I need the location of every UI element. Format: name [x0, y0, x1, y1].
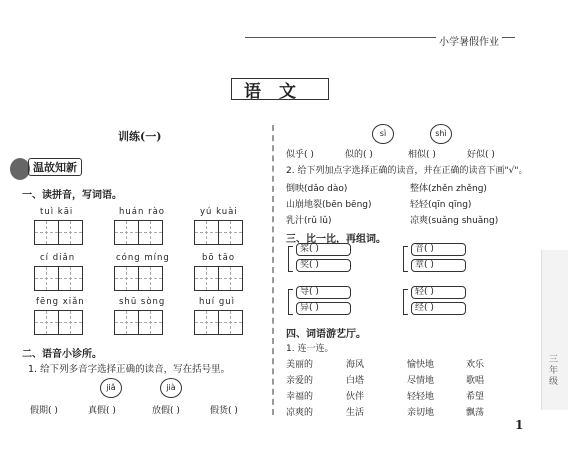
section2-q1: 1. 给下列多音字选择正确的读音，写在括号里。	[28, 364, 231, 375]
pinyin-3: yú kuài	[200, 207, 238, 217]
section1-title: 一、读拼音，写词语。	[22, 190, 122, 201]
pinyin-5: cóng míng	[116, 253, 170, 263]
pinyin-1: tuì kāi	[40, 207, 74, 217]
match-item[interactable]: 白塔	[346, 376, 365, 386]
match-item[interactable]: 美丽的	[286, 360, 314, 370]
page-number: 1	[515, 418, 524, 432]
writing-grid[interactable]	[34, 266, 82, 291]
section4-title: 四、词语游艺厅。	[286, 329, 366, 340]
choice-item[interactable]: 凉爽(suǎng shuǎng)	[410, 216, 499, 226]
compare-item[interactable]: 导( )	[296, 286, 351, 299]
answer-item[interactable]: 放假( )	[152, 406, 180, 416]
answer-item[interactable]: 似乎( )	[286, 150, 314, 160]
writing-grid[interactable]	[114, 220, 162, 245]
series-label: 小学暑假作业	[436, 33, 502, 48]
review-badge: 温故知新	[28, 158, 82, 176]
match-item[interactable]: 海风	[346, 360, 365, 370]
choice-item[interactable]: 轻轻(qīn qīng)	[410, 200, 472, 210]
writing-grid[interactable]	[194, 310, 242, 335]
apple-icon: shì	[430, 124, 452, 144]
apple-icon: jià	[160, 378, 182, 398]
match-item[interactable]: 尽情地	[407, 376, 435, 386]
apple-icon: jiǎ	[100, 378, 122, 398]
compare-item[interactable]: 奖( )	[296, 259, 351, 272]
match-item[interactable]: 飘荡	[466, 408, 485, 418]
page-title: 语文	[244, 82, 314, 102]
compare-item[interactable]: 桨( )	[296, 243, 351, 256]
compare-item[interactable]: 轻( )	[411, 286, 466, 299]
choice-item[interactable]: 倒映(dǎo dào)	[286, 184, 348, 194]
writing-grid[interactable]	[194, 266, 242, 291]
match-item[interactable]: 欢乐	[466, 360, 485, 370]
choice-item[interactable]: 山崩地裂(bēn bēng)	[286, 200, 372, 210]
match-item[interactable]: 希望	[466, 392, 485, 402]
pinyin-6: bō tāo	[202, 253, 236, 263]
match-item[interactable]: 幸福的	[286, 392, 314, 402]
pinyin-7: fēng xiǎn	[36, 297, 85, 307]
writing-grid[interactable]	[114, 310, 162, 335]
answer-item[interactable]: 假货( )	[210, 406, 238, 416]
pinyin-4: cí diǎn	[40, 253, 76, 263]
match-item[interactable]: 轻轻地	[407, 392, 435, 402]
compare-item[interactable]: 经( )	[411, 302, 466, 315]
bracket	[288, 246, 293, 272]
mascot-icon	[10, 158, 30, 180]
match-item[interactable]: 生活	[346, 408, 365, 418]
match-item[interactable]: 凉爽的	[286, 408, 314, 418]
compare-item[interactable]: 异( )	[296, 302, 351, 315]
match-item[interactable]: 亲爱的	[286, 376, 314, 386]
compare-item[interactable]: 章( )	[411, 259, 466, 272]
pinyin-2: huán rào	[119, 207, 165, 217]
section3-title: 三、比一比，再组词。	[286, 234, 386, 245]
pinyin-9: huí guì	[199, 297, 235, 307]
lesson-title: 训练(一)	[118, 130, 162, 143]
writing-grid[interactable]	[34, 310, 82, 335]
answer-item[interactable]: 假期( )	[30, 406, 58, 416]
match-item[interactable]: 愉快地	[407, 360, 435, 370]
bracket	[403, 246, 408, 272]
compare-item[interactable]: 音( )	[411, 243, 466, 256]
section2-title: 二、语音小诊所。	[22, 349, 102, 360]
bracket	[403, 289, 408, 315]
section4-q1: 1. 连一连。	[286, 344, 334, 354]
match-item[interactable]: 亲切地	[407, 408, 435, 418]
writing-grid[interactable]	[114, 266, 162, 291]
answer-item[interactable]: 似的( )	[345, 150, 373, 160]
match-item[interactable]: 歌唱	[466, 376, 485, 386]
answer-item[interactable]: 真假( )	[88, 406, 116, 416]
column-divider	[272, 125, 274, 415]
choice-item[interactable]: 乳汁(rǔ lǔ)	[286, 216, 332, 226]
writing-grid[interactable]	[34, 220, 82, 245]
pinyin-8: shū sòng	[119, 297, 166, 307]
apple-icon: sì	[372, 124, 394, 144]
bracket	[288, 289, 293, 315]
choice-item[interactable]: 整体(zhěn zhěng)	[410, 184, 487, 194]
writing-grid[interactable]	[194, 220, 242, 245]
grade-label: 三年级	[549, 355, 559, 387]
match-item[interactable]: 伙伴	[346, 392, 365, 402]
answer-item[interactable]: 相似( )	[408, 150, 436, 160]
answer-item[interactable]: 好似( )	[467, 150, 495, 160]
question2: 2. 给下列加点字选择正确的读音，并在正确的读音下画"√"。	[286, 166, 528, 176]
